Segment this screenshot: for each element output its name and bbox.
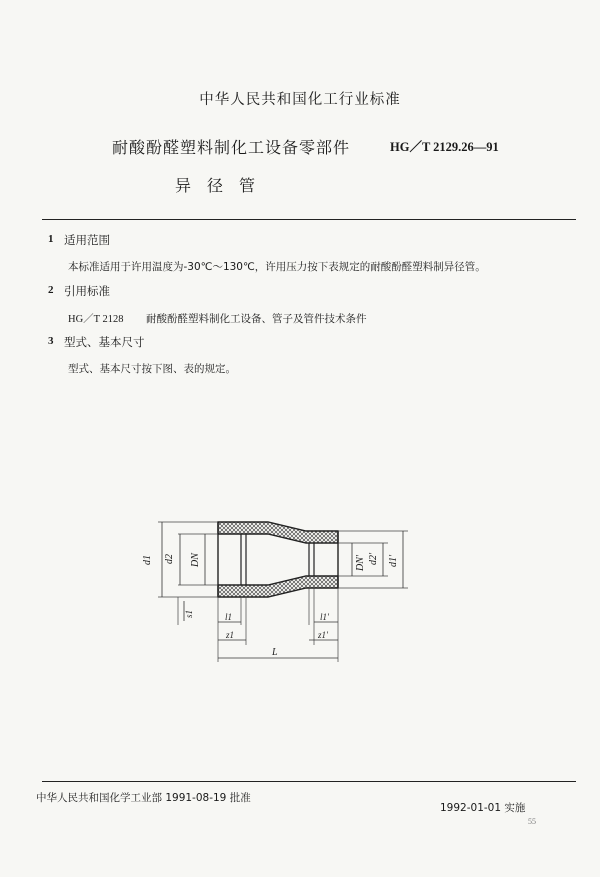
reducer-lower-wall xyxy=(218,576,338,597)
section-title: 型式、基本尺寸 xyxy=(64,335,145,349)
dim-label-l1: l1 xyxy=(225,612,233,622)
dim-label-l: L xyxy=(272,647,278,658)
dim-label-d2: d2 xyxy=(164,554,175,564)
issuing-organization: 中华人民共和国化工行业标准 xyxy=(199,92,401,108)
dim-label-s1: s1 xyxy=(184,609,194,618)
dim-label-d1: d1 xyxy=(142,555,153,565)
section-number: 1 xyxy=(48,233,54,245)
dim-label-z1-prime: z1′ xyxy=(318,630,328,640)
referenced-standard-code: HG／T 2128 xyxy=(68,314,124,325)
reducer-upper-wall xyxy=(218,522,338,543)
section-title: 引用标准 xyxy=(64,284,110,298)
section-body: 本标准适用于许用温度为-30℃～130℃，许用压力按下表规定的耐酸酚醛塑料制异径管。 xyxy=(68,261,486,273)
header-divider xyxy=(42,219,576,220)
dim-label-d1-prime: d1′ xyxy=(388,554,399,567)
implementation-date: 1992-01-01 实施 xyxy=(440,802,526,814)
section-number: 2 xyxy=(48,284,54,296)
dim-label-d2-prime: d2′ xyxy=(368,552,379,565)
dim-label-l1-prime: l1′ xyxy=(320,612,329,622)
section-number: 3 xyxy=(48,335,54,347)
document-title: 耐酸酚醛塑料制化工设备零部件 xyxy=(112,138,351,157)
section-body: 型式、基本尺寸按下图、表的规定。 xyxy=(68,363,236,375)
referenced-standard-title: 耐酸酚醛塑料制化工设备、管子及管件技术条件 xyxy=(146,313,367,325)
document-subtitle: 异径管 xyxy=(175,176,272,195)
approval-statement: 中华人民共和国化学工业部 1991-08-19 批准 xyxy=(36,792,251,804)
reducer-drawing xyxy=(142,505,425,675)
dim-label-dn: DN xyxy=(190,553,201,567)
section-title: 适用范围 xyxy=(64,233,110,247)
footer-divider xyxy=(42,781,576,782)
dim-label-dn-prime: DN′ xyxy=(355,554,366,571)
dim-label-z1: z1 xyxy=(226,630,235,640)
standard-number: HG／T 2129.26—91 xyxy=(390,140,499,154)
page-number: 55 xyxy=(528,817,536,826)
